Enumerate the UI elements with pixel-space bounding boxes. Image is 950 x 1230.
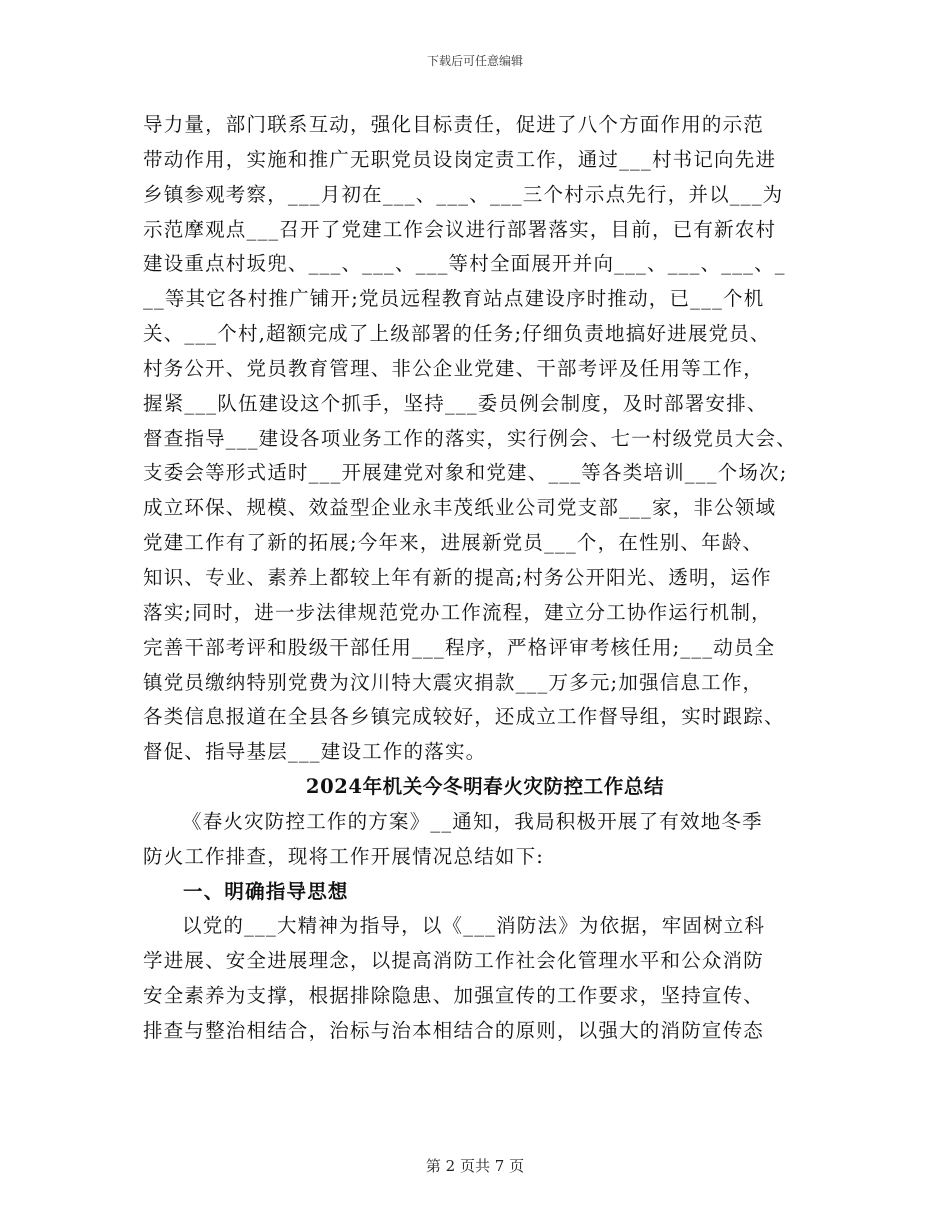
page-header: 下载后可任意编辑: [426, 54, 523, 68]
text-line: 各类信息报道在全县各乡镇完成较好，还成立工作督导组，实时跟踪、: [143, 705, 785, 729]
text-line: 成立环保、规模、效益型企业永丰茂纸业公司党支部___家，非公领域: [143, 496, 777, 520]
document-title: 2024年机关今冬明春火灾防控工作总结: [305, 775, 665, 799]
document-body: [143, 108, 815, 1049]
text-line: 握紧___队伍建设这个抓手，坚持___委员例会制度，及时部署安排、: [143, 391, 768, 415]
text-line: 排查与整治相结合，治标与治本相结合的原则，以强大的消防宣传态: [143, 1018, 765, 1042]
page-footer: 第 2 页共 7 页: [425, 1157, 525, 1175]
text-line: 落实;同时，进一步法律规范党办工作流程，建立分工协作运行机制，: [143, 600, 772, 624]
text-line: 党建工作有了新的拓展;今年来，进展新党员___个，在性别、年龄、: [143, 531, 764, 555]
text-line: 村务公开、党员教育管理、非公企业党建、干部考评及任用等工作，: [143, 356, 765, 380]
text-line: 乡镇参观考察，___月初在___、___、___三个村示点先行，并以___为: [143, 182, 784, 206]
body-paragraph-3: [143, 909, 815, 1048]
text-line: 完善干部考评和股级干部任用___程序，严格评审考核任用;___动员全: [143, 635, 776, 659]
text-line: 知识、专业、素养上都较上年有新的提高;村务公开阳光、透明，运作: [143, 565, 772, 589]
section-heading: 一、明确指导思想: [183, 879, 349, 903]
text-line: 导力量，部门联系互动，强化目标责任，促进了八个方面作用的示范: [143, 113, 765, 136]
text-line: 以党的___大精神为指导，以《___消防法》为依据，牢固树立科: [182, 914, 766, 938]
text-line: 示范摩观点___召开了党建工作会议进行部署落实，目前，已有新农村: [143, 217, 777, 241]
body-paragraph-1: [143, 108, 815, 770]
text-line: __等其它各村推广铺开;党员远程教育站点建设序时推动，已___个机: [143, 287, 765, 311]
text-line: 督查指导___建设各项业务工作的落实，实行例会、七一村级党员大会、: [143, 426, 797, 450]
text-line: 关、___个村,超额完成了上级部署的任务;仔细负责地搞好进展党员、: [143, 322, 771, 346]
text-line: 学进展、安全进展理念，以提高消防工作社会化管理水平和公众消防: [143, 949, 765, 973]
text-line: 防火工作排查，现将工作开展情况总结如下:: [143, 844, 545, 868]
text-line: 支委会等形式适时___开展建党对象和党建、___等各类培训___个场次;: [143, 461, 788, 485]
text-line: 镇党员缴纳特别党费为汶川特大震灾捐款___万多元;加强信息工作，: [143, 670, 764, 694]
body-paragraph-2: [143, 805, 815, 875]
text-line: 带动作用，实施和推广无职党员设岗定责工作，通过___村书记向先进: [143, 147, 777, 171]
text-line: 督促、指导基层___建设工作的落实。: [143, 740, 487, 764]
text-line: 《春火灾防控工作的方案》__通知，我局积极开展了有效地冬季: [182, 809, 763, 833]
text-line: 建设重点村坂兜、___、___、___等村全面展开并向___、___、___、_: [143, 252, 786, 276]
text-line: 安全素养为支撑，根据排除隐患、加强宣传的工作要求，坚持宣传、: [143, 984, 765, 1008]
